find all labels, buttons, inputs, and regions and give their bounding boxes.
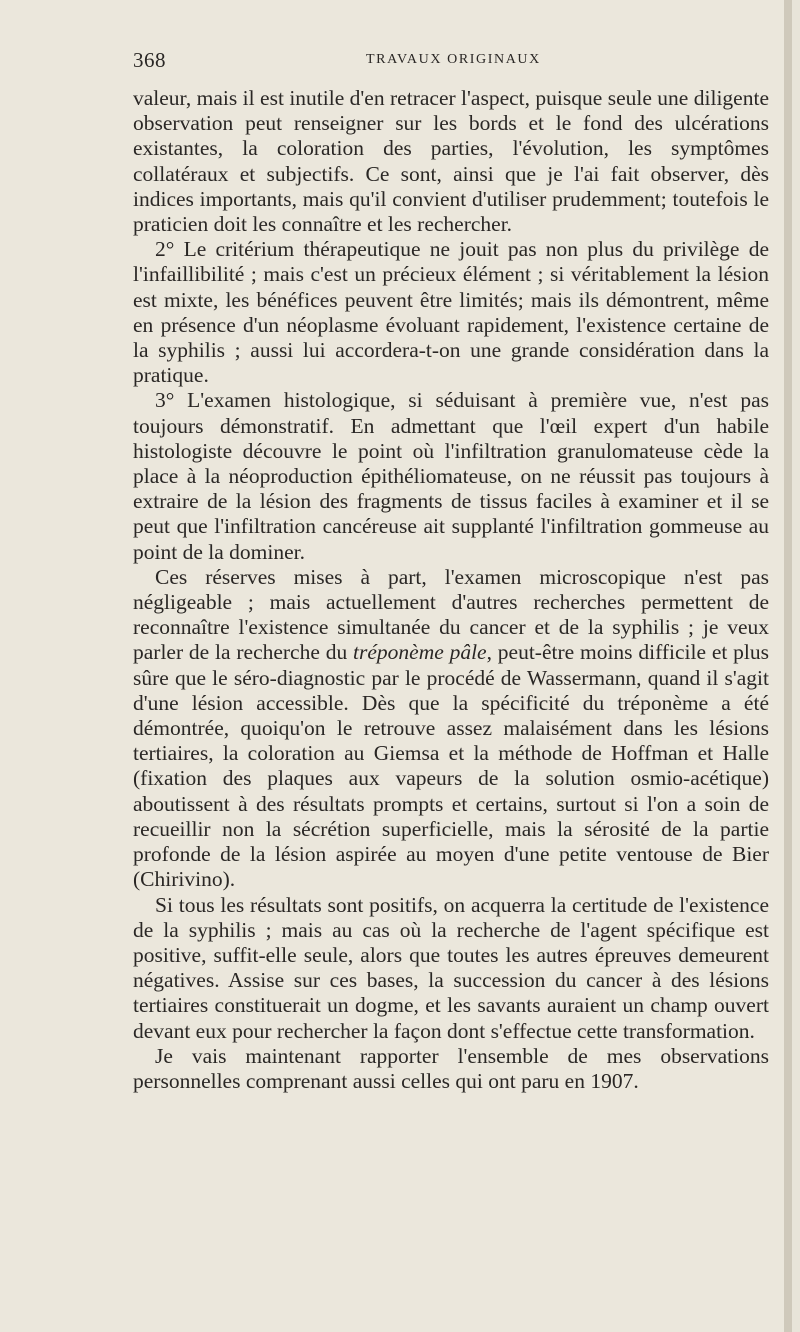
paragraph-text: Ces réserves mises à part, l'examen microscopique n'est pas négligeable ; mais actuellement d'autres recherches permettent de reconnaître l'existence simultanée du cancer et de la syphilis ; je veux parler de la recherche du bbox=[133, 564, 769, 665]
paragraph-text: 3° L'examen histologique, si séduisant à première vue, n'est pas toujours démonstratif. En admettant que l'œil expert d'un habile histologiste découvre le point où l'infiltration granulomateuse cède la place à la néoproduction épithéliomateuse, on ne réussit pas toujours à extraire de la lésion des fragments de tissus faciles à examiner et il se peut que l'infiltration cancéreuse ait supplanté l'infiltration gommeuse au point de la dominer. bbox=[133, 388, 769, 564]
paragraph-5 bbox=[133, 893, 769, 1044]
italic-term: tréponème pâle bbox=[353, 640, 487, 665]
page-number: 368 bbox=[133, 48, 166, 72]
paragraph-1 bbox=[133, 86, 769, 237]
paragraph-2 bbox=[133, 237, 769, 388]
running-title: TRAVAUX ORIGINAUX bbox=[366, 52, 541, 67]
paragraph-text: valeur, mais il est inutile d'en retracer l'aspect, puisque seule une diligente observation peut renseigner sur les bords et le fond des ulcérations existantes, la coloration des parties, l'évolution, les symptômes collatéraux et subjectifs. Ce sont, ainsi que je l'ai fait observer, dès indices importants, mais qu'il convient d'utiliser prudemment; toutefois le praticien doit les connaître et les rechercher. bbox=[133, 86, 769, 237]
body-text bbox=[133, 86, 769, 1094]
paragraph-text: , peut-être moins difficile et plus sûre que le séro-diagnostic par le procédé de Wassermann, quand il s'agit d'une lésion accessible. Dès que la spécificité du tréponème a été démontrée, quoiqu'on le retrouve assez malaisément dans les lésions tertiaires, la coloration au Giemsa et la méthode de Hoffman et Halle (fixation des plaques aux vapeurs de la solution osmio-acétique) aboutissent à des résultats prompts et certains, surtout si l'on a soin de recueillir non la sécrétion superficielle, mais la sérosité de la partie profonde de la lésion aspirée au moyen d'une petite ventouse de Bier (Chirivino). bbox=[133, 640, 769, 892]
paragraph-text: Si tous les résultats sont positifs, on acquerra la certitude de l'existence de la syphilis ; mais au cas où la recherche de l'agent spécifique est positive, suffit-elle seule, alors que toutes les autres épreuves demeurent négatives. Assise sur ces bases, la succession du cancer à des lésions tertiaires constituerait un dogme, et les savants auraient un champ ouvert devant eux pour rechercher la façon dont s'effectue cette transformation. bbox=[133, 892, 769, 1043]
paragraph-text: Je vais maintenant rapporter l'ensemble de mes observations personnelles comprenant aussi celles qui ont paru en 1907. bbox=[133, 1043, 769, 1093]
paragraph-4 bbox=[133, 565, 769, 893]
page-edge bbox=[784, 0, 792, 1332]
paragraph-6 bbox=[133, 1044, 769, 1094]
paragraph-3 bbox=[133, 388, 769, 564]
page-header bbox=[133, 48, 769, 72]
paragraph-text: 2° Le critérium thérapeutique ne jouit pas non plus du privilège de l'infaillibilité ; mais c'est un précieux élément ; si véritablement la lésion est mixte, les bénéfices peuvent être limités; mais ils démontrent, même en présence d'un néoplasme évoluant rapidement, l'existence certaine de la syphilis ; aussi lui accordera-t-on une grande considération dans la pratique. bbox=[133, 237, 769, 388]
